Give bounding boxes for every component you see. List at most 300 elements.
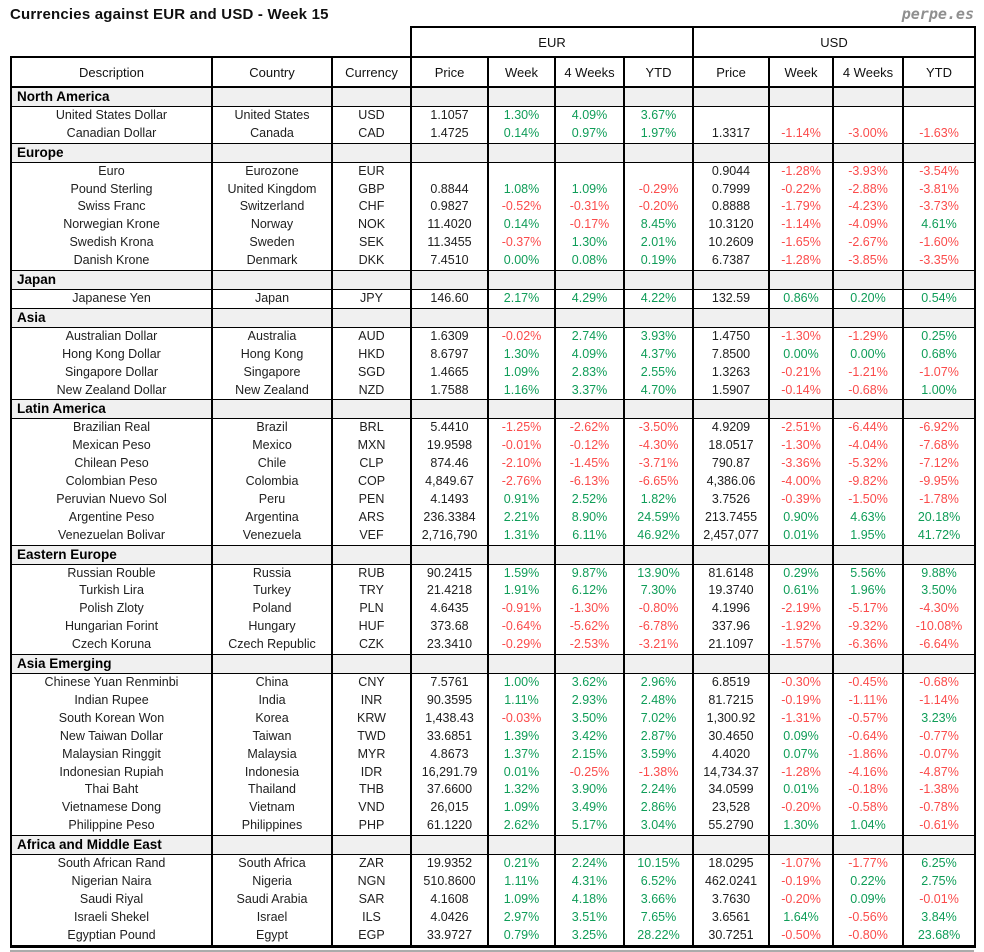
usd-4weeks-change: -5.17% [833, 600, 903, 618]
eur-price-value: 90.3595 [411, 692, 488, 710]
eur-ytd-change: 13.90% [624, 564, 693, 582]
currency-description: Australian Dollar [11, 327, 212, 345]
currency-country: Philippines [212, 817, 332, 835]
column-header-description: Description [11, 57, 212, 87]
usd-ytd-change: -1.63% [903, 125, 975, 143]
currency-code: EGP [332, 927, 411, 946]
eur-week-change: -0.29% [488, 636, 555, 654]
eur-4weeks-change: -1.45% [555, 455, 624, 473]
region-section-cell [769, 87, 833, 106]
region-section-cell [555, 545, 624, 564]
region-section-row [11, 143, 975, 162]
usd-week-change: -0.21% [769, 364, 833, 382]
usd-4weeks-change: 0.09% [833, 891, 903, 909]
usd-week-change: 0.07% [769, 746, 833, 764]
eur-4weeks-change: 1.09% [555, 181, 624, 199]
eur-price-value: 11.4020 [411, 216, 488, 234]
currency-code: DKK [332, 252, 411, 270]
usd-price-value: 3.7526 [693, 491, 769, 509]
usd-4weeks-change: -0.68% [833, 382, 903, 400]
currency-country: Japan [212, 289, 332, 308]
usd-week-change: -1.31% [769, 710, 833, 728]
region-section-cell [769, 400, 833, 419]
usd-week-change: -1.92% [769, 618, 833, 636]
usd-4weeks-change: -1.21% [833, 364, 903, 382]
region-section-cell [488, 655, 555, 674]
currency-country: Norway [212, 216, 332, 234]
currency-description: Vietnamese Dong [11, 799, 212, 817]
usd-ytd-change: 23.68% [903, 927, 975, 946]
currency-country: Egypt [212, 927, 332, 946]
currency-country: Singapore [212, 364, 332, 382]
currency-code: HUF [332, 618, 411, 636]
usd-4weeks-change: 5.56% [833, 564, 903, 582]
region-section-cell [488, 143, 555, 162]
region-section-row [11, 545, 975, 564]
eur-ytd-change: -0.80% [624, 600, 693, 618]
region-section-cell [411, 87, 488, 106]
usd-ytd-change [903, 106, 975, 124]
eur-week-change: -0.91% [488, 600, 555, 618]
currency-code: TWD [332, 728, 411, 746]
usd-4weeks-change: -4.04% [833, 437, 903, 455]
eur-week-change: 0.91% [488, 491, 555, 509]
currency-code: CLP [332, 455, 411, 473]
usd-price-value: 4.1996 [693, 600, 769, 618]
eur-4weeks-change: 3.25% [555, 927, 624, 946]
currency-code: SAR [332, 891, 411, 909]
currency-description: Danish Krone [11, 252, 212, 270]
eur-ytd-change [624, 162, 693, 180]
usd-ytd-change: -1.14% [903, 692, 975, 710]
usd-ytd-change: 3.84% [903, 909, 975, 927]
usd-4weeks-change: -0.18% [833, 781, 903, 799]
currency-code: IDR [332, 764, 411, 782]
eur-4weeks-change: 2.24% [555, 855, 624, 873]
eur-ytd-change: 4.70% [624, 382, 693, 400]
usd-ytd-change: 0.25% [903, 327, 975, 345]
region-section-cell [693, 87, 769, 106]
group-header-usd: USD [693, 27, 975, 57]
usd-ytd-change: -10.08% [903, 618, 975, 636]
currency-country: Chile [212, 455, 332, 473]
usd-price-value: 55.2790 [693, 817, 769, 835]
usd-4weeks-change: -0.57% [833, 710, 903, 728]
usd-4weeks-change [833, 106, 903, 124]
currency-row [11, 855, 975, 873]
usd-4weeks-change: -4.16% [833, 764, 903, 782]
currency-row [11, 764, 975, 782]
eur-ytd-change: 2.55% [624, 364, 693, 382]
usd-week-change: -1.28% [769, 252, 833, 270]
eur-week-change: 0.14% [488, 216, 555, 234]
usd-ytd-change: 9.88% [903, 564, 975, 582]
currency-row [11, 437, 975, 455]
currency-description: Israeli Shekel [11, 909, 212, 927]
eur-week-change: 2.97% [488, 909, 555, 927]
eur-ytd-change: -6.65% [624, 473, 693, 491]
currency-row [11, 198, 975, 216]
currency-code: AUD [332, 327, 411, 345]
usd-4weeks-change: 0.22% [833, 873, 903, 891]
currency-row [11, 455, 975, 473]
usd-4weeks-change: -2.88% [833, 181, 903, 199]
currency-country: Israel [212, 909, 332, 927]
usd-price-value: 7.8500 [693, 346, 769, 364]
region-section-cell [833, 143, 903, 162]
region-section-cell [903, 143, 975, 162]
eur-week-change: 1.59% [488, 564, 555, 582]
usd-ytd-change: 4.61% [903, 216, 975, 234]
usd-ytd-change: 3.23% [903, 710, 975, 728]
eur-4weeks-change: 8.90% [555, 509, 624, 527]
usd-4weeks-change: 1.95% [833, 527, 903, 545]
region-section-cell [411, 655, 488, 674]
column-header-usd-4weeks: 4 Weeks [833, 57, 903, 87]
eur-week-change: -0.02% [488, 327, 555, 345]
currency-country: Switzerland [212, 198, 332, 216]
usd-price-value: 34.0599 [693, 781, 769, 799]
usd-week-change: 0.01% [769, 781, 833, 799]
usd-4weeks-change: -1.50% [833, 491, 903, 509]
eur-ytd-change: 46.92% [624, 527, 693, 545]
eur-week-change: -2.76% [488, 473, 555, 491]
currency-country: United States [212, 106, 332, 124]
eur-ytd-change: 10.15% [624, 855, 693, 873]
usd-price-value: 1.3317 [693, 125, 769, 143]
eur-4weeks-change [555, 162, 624, 180]
eur-ytd-change: 3.93% [624, 327, 693, 345]
region-section-cell [769, 308, 833, 327]
currency-description: Swiss Franc [11, 198, 212, 216]
currency-description: Argentine Peso [11, 509, 212, 527]
eur-4weeks-change: 2.15% [555, 746, 624, 764]
currency-description: Venezuelan Bolivar [11, 527, 212, 545]
usd-price-value: 18.0295 [693, 855, 769, 873]
eur-price-value: 510.8600 [411, 873, 488, 891]
currency-row [11, 781, 975, 799]
region-section-cell [488, 545, 555, 564]
currency-country: South Africa [212, 855, 332, 873]
eur-week-change: 1.09% [488, 799, 555, 817]
page-title: Currencies against EUR and USD - Week 15 [10, 6, 329, 23]
eur-week-change: -0.03% [488, 710, 555, 728]
usd-4weeks-change: -2.67% [833, 234, 903, 252]
currency-country: Poland [212, 600, 332, 618]
currency-country: Indonesia [212, 764, 332, 782]
eur-ytd-change: -1.38% [624, 764, 693, 782]
currency-description: New Zealand Dollar [11, 382, 212, 400]
eur-ytd-change: 24.59% [624, 509, 693, 527]
usd-price-value: 4.4020 [693, 746, 769, 764]
usd-week-change: -0.19% [769, 692, 833, 710]
usd-price-value: 6.8519 [693, 674, 769, 692]
usd-price-value: 0.7999 [693, 181, 769, 199]
currency-description: Egyptian Pound [11, 927, 212, 946]
region-section-cell [833, 655, 903, 674]
usd-ytd-change: 20.18% [903, 509, 975, 527]
usd-ytd-change: -0.78% [903, 799, 975, 817]
usd-ytd-change: -7.68% [903, 437, 975, 455]
currency-code: NOK [332, 216, 411, 234]
region-section-label: Europe [11, 143, 212, 162]
usd-ytd-change: -0.77% [903, 728, 975, 746]
region-section-cell [332, 87, 411, 106]
region-section-row [11, 655, 975, 674]
currency-country: India [212, 692, 332, 710]
usd-ytd-change: -4.87% [903, 764, 975, 782]
currency-row [11, 873, 975, 891]
eur-week-change: 1.30% [488, 346, 555, 364]
region-section-cell [693, 271, 769, 290]
eur-week-change: 1.00% [488, 674, 555, 692]
usd-price-value: 1.4750 [693, 327, 769, 345]
usd-week-change: -0.20% [769, 891, 833, 909]
currency-code: TRY [332, 582, 411, 600]
currency-code: EUR [332, 162, 411, 180]
usd-ytd-change: 3.50% [903, 582, 975, 600]
eur-ytd-change: 2.96% [624, 674, 693, 692]
eur-4weeks-change: -5.62% [555, 618, 624, 636]
region-section-row [11, 271, 975, 290]
eur-price-value: 874.46 [411, 455, 488, 473]
region-section-cell [833, 400, 903, 419]
currency-country: New Zealand [212, 382, 332, 400]
currency-row [11, 364, 975, 382]
eur-price-value: 7.5761 [411, 674, 488, 692]
eur-price-value: 61.1220 [411, 817, 488, 835]
usd-week-change: -1.30% [769, 327, 833, 345]
region-section-cell [903, 545, 975, 564]
currency-description: Hungarian Forint [11, 618, 212, 636]
usd-price-value: 10.3120 [693, 216, 769, 234]
currency-description: Mexican Peso [11, 437, 212, 455]
region-section-cell [903, 308, 975, 327]
usd-week-change: 0.01% [769, 527, 833, 545]
region-section-cell [693, 836, 769, 855]
region-section-cell [769, 143, 833, 162]
usd-ytd-change: -1.60% [903, 234, 975, 252]
currency-country: Korea [212, 710, 332, 728]
usd-4weeks-change: -0.64% [833, 728, 903, 746]
eur-price-value: 4.0426 [411, 909, 488, 927]
eur-ytd-change: -4.30% [624, 437, 693, 455]
currency-code: GBP [332, 181, 411, 199]
column-header-country: Country [212, 57, 332, 87]
currency-row [11, 799, 975, 817]
region-section-cell [488, 87, 555, 106]
eur-week-change: 2.17% [488, 289, 555, 308]
eur-week-change: 1.11% [488, 692, 555, 710]
eur-week-change: 1.08% [488, 181, 555, 199]
usd-ytd-change: -1.07% [903, 364, 975, 382]
usd-price-value: 14,734.37 [693, 764, 769, 782]
usd-4weeks-change: -6.36% [833, 636, 903, 654]
usd-price-value: 4,386.06 [693, 473, 769, 491]
eur-week-change: -0.64% [488, 618, 555, 636]
usd-week-change: -0.39% [769, 491, 833, 509]
usd-ytd-change: 2.75% [903, 873, 975, 891]
usd-price-value: 0.8888 [693, 198, 769, 216]
region-section-cell [212, 271, 332, 290]
usd-week-change: -0.20% [769, 799, 833, 817]
region-section-cell [555, 836, 624, 855]
eur-week-change: 1.30% [488, 106, 555, 124]
region-section-cell [833, 836, 903, 855]
currency-row [11, 473, 975, 491]
eur-4weeks-change: 1.30% [555, 234, 624, 252]
eur-ytd-change: 1.97% [624, 125, 693, 143]
eur-ytd-change: 7.02% [624, 710, 693, 728]
currency-row [11, 234, 975, 252]
usd-week-change: -1.65% [769, 234, 833, 252]
eur-week-change: 1.09% [488, 891, 555, 909]
eur-week-change: 0.21% [488, 855, 555, 873]
eur-ytd-change: -6.78% [624, 618, 693, 636]
currency-description: Singapore Dollar [11, 364, 212, 382]
eur-4weeks-change: -2.62% [555, 419, 624, 437]
eur-week-change: 1.11% [488, 873, 555, 891]
eur-price-value: 1.4725 [411, 125, 488, 143]
currency-code: MXN [332, 437, 411, 455]
region-section-cell [903, 836, 975, 855]
eur-price-value [411, 162, 488, 180]
eur-week-change: 1.39% [488, 728, 555, 746]
currency-country: Australia [212, 327, 332, 345]
usd-ytd-change: -1.78% [903, 491, 975, 509]
region-section-cell [624, 271, 693, 290]
region-section-cell [555, 87, 624, 106]
eur-price-value: 236.3384 [411, 509, 488, 527]
usd-price-value: 1.3263 [693, 364, 769, 382]
eur-4weeks-change: -2.53% [555, 636, 624, 654]
usd-4weeks-change: 0.00% [833, 346, 903, 364]
currency-country: Czech Republic [212, 636, 332, 654]
eur-4weeks-change: -0.12% [555, 437, 624, 455]
eur-ytd-change: -3.71% [624, 455, 693, 473]
eur-week-change: -2.10% [488, 455, 555, 473]
currency-code: KRW [332, 710, 411, 728]
currency-row [11, 564, 975, 582]
column-header-eur-price: Price [411, 57, 488, 87]
eur-week-change: -0.52% [488, 198, 555, 216]
currency-code: VEF [332, 527, 411, 545]
region-section-label: Asia [11, 308, 212, 327]
usd-ytd-change: 6.25% [903, 855, 975, 873]
currency-description: United States Dollar [11, 106, 212, 124]
usd-4weeks-change: -3.00% [833, 125, 903, 143]
eur-ytd-change: 7.30% [624, 582, 693, 600]
currency-country: Colombia [212, 473, 332, 491]
currency-country: Mexico [212, 437, 332, 455]
usd-week-change: 1.30% [769, 817, 833, 835]
usd-price-value: 2,457,077 [693, 527, 769, 545]
usd-price-value: 23,528 [693, 799, 769, 817]
currency-row [11, 216, 975, 234]
usd-4weeks-change: -0.80% [833, 927, 903, 946]
region-section-cell [769, 545, 833, 564]
usd-price-value: 3.7630 [693, 891, 769, 909]
region-section-cell [624, 87, 693, 106]
usd-4weeks-change: 0.20% [833, 289, 903, 308]
usd-4weeks-change: -6.44% [833, 419, 903, 437]
region-section-cell [488, 836, 555, 855]
eur-week-change: 0.14% [488, 125, 555, 143]
eur-4weeks-change: 5.17% [555, 817, 624, 835]
currency-description: Nigerian Naira [11, 873, 212, 891]
currency-description: Saudi Riyal [11, 891, 212, 909]
region-section-cell [624, 655, 693, 674]
usd-price-value: 21.1097 [693, 636, 769, 654]
eur-ytd-change: 4.37% [624, 346, 693, 364]
eur-week-change: 0.79% [488, 927, 555, 946]
eur-price-value: 90.2415 [411, 564, 488, 582]
usd-4weeks-change: -4.09% [833, 216, 903, 234]
eur-price-value: 11.3455 [411, 234, 488, 252]
table-corner-spacer [11, 27, 411, 57]
column-header-row [11, 57, 975, 87]
usd-week-change: 0.90% [769, 509, 833, 527]
currency-description: Indonesian Rupiah [11, 764, 212, 782]
eur-4weeks-change: -1.30% [555, 600, 624, 618]
eur-week-change: 0.01% [488, 764, 555, 782]
currency-description: Russian Rouble [11, 564, 212, 582]
usd-week-change: -2.19% [769, 600, 833, 618]
region-section-cell [833, 271, 903, 290]
currency-row [11, 491, 975, 509]
currency-table [10, 26, 976, 948]
usd-ytd-change: 0.68% [903, 346, 975, 364]
eur-price-value: 33.9727 [411, 927, 488, 946]
usd-price-value [693, 106, 769, 124]
currency-row [11, 125, 975, 143]
eur-week-change: 1.31% [488, 527, 555, 545]
currency-code: NGN [332, 873, 411, 891]
usd-price-value: 18.0517 [693, 437, 769, 455]
usd-ytd-change: -6.64% [903, 636, 975, 654]
currency-description: Turkish Lira [11, 582, 212, 600]
currency-row [11, 692, 975, 710]
currency-row [11, 346, 975, 364]
currency-description: Indian Rupee [11, 692, 212, 710]
currency-country: Canada [212, 125, 332, 143]
eur-4weeks-change: 6.11% [555, 527, 624, 545]
currency-code: MYR [332, 746, 411, 764]
currency-code: INR [332, 692, 411, 710]
eur-price-value: 19.9598 [411, 437, 488, 455]
usd-week-change: 0.09% [769, 728, 833, 746]
currency-country: Malaysia [212, 746, 332, 764]
usd-price-value: 462.0241 [693, 873, 769, 891]
region-section-cell [903, 271, 975, 290]
region-section-cell [555, 271, 624, 290]
currency-code: CHF [332, 198, 411, 216]
usd-4weeks-change: -9.32% [833, 618, 903, 636]
currency-code: COP [332, 473, 411, 491]
usd-ytd-change: -3.54% [903, 162, 975, 180]
region-section-cell [332, 271, 411, 290]
currency-row [11, 582, 975, 600]
region-section-cell [488, 308, 555, 327]
eur-ytd-change: 3.59% [624, 746, 693, 764]
eur-price-value: 19.9352 [411, 855, 488, 873]
eur-ytd-change: 8.45% [624, 216, 693, 234]
region-section-label: North America [11, 87, 212, 106]
currency-country: Brazil [212, 419, 332, 437]
region-section-cell [833, 87, 903, 106]
currency-country: Turkey [212, 582, 332, 600]
region-section-cell [488, 400, 555, 419]
